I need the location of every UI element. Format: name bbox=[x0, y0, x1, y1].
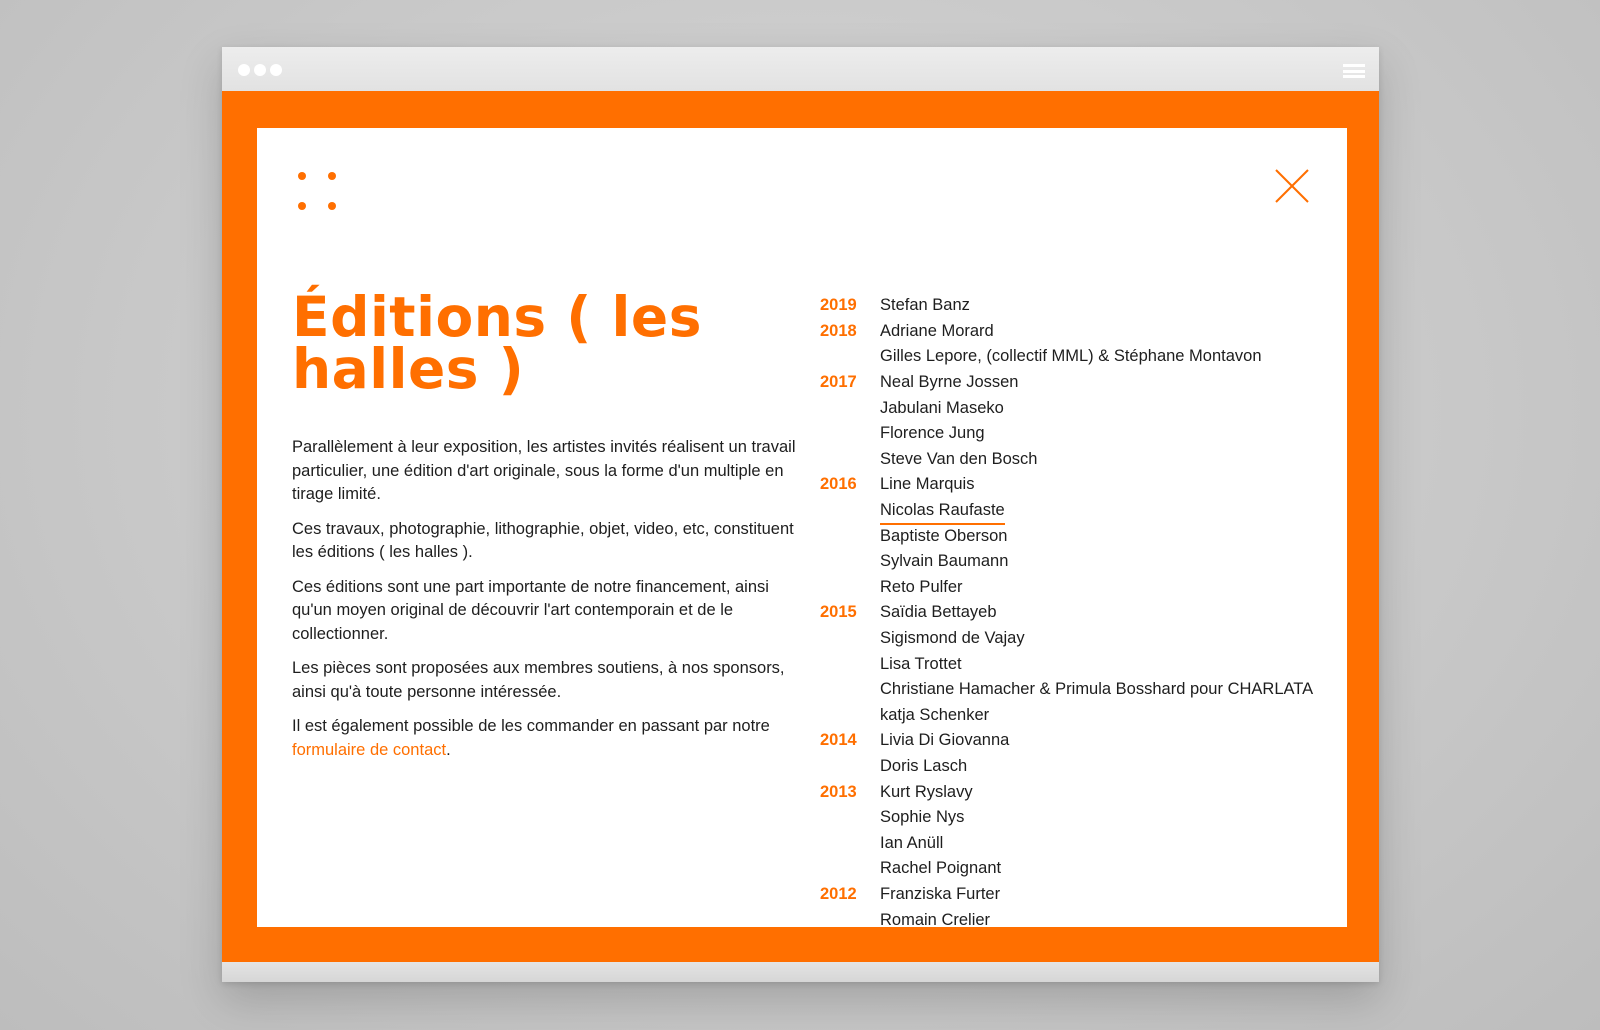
edition-artist-link[interactable]: Reto Pulfer bbox=[880, 577, 963, 596]
edition-row bbox=[820, 293, 1347, 319]
edition-artist-link[interactable]: Stefan Banz bbox=[880, 296, 970, 315]
four-dots-icon[interactable] bbox=[296, 170, 336, 210]
editions-panel bbox=[257, 128, 1347, 927]
edition-artist-link[interactable]: Franziska Furter bbox=[880, 884, 1001, 903]
edition-row bbox=[820, 651, 1347, 677]
intro-paragraph: Ces travaux, photographie, lithographie, objet, video, etc, constituent les éditions ( les halles ). bbox=[292, 519, 794, 561]
window-dot-icon[interactable] bbox=[238, 64, 250, 76]
edition-artist-link[interactable]: Ian Anüll bbox=[880, 833, 944, 852]
edition-year: 2013 bbox=[820, 782, 857, 801]
edition-year: 2014 bbox=[820, 731, 857, 750]
page-title: Éditions ( les halles ) bbox=[292, 285, 702, 401]
edition-artist-link[interactable]: Saïdia Bettayeb bbox=[880, 603, 997, 622]
edition-artist-link[interactable]: katja Schenker bbox=[880, 705, 990, 724]
contact-form-link[interactable]: formulaire de contact bbox=[292, 740, 447, 759]
edition-row bbox=[820, 498, 1347, 524]
edition-artist-link[interactable]: Steve Van den Bosch bbox=[880, 449, 1038, 468]
edition-row bbox=[820, 856, 1347, 882]
edition-artist-link[interactable]: Romain Crelier bbox=[880, 910, 991, 927]
edition-row bbox=[820, 907, 1347, 927]
edition-year: 2019 bbox=[820, 296, 857, 315]
edition-artist-link[interactable]: Sylvain Baumann bbox=[880, 552, 1009, 571]
edition-artist-link[interactable]: Florence Jung bbox=[880, 424, 985, 443]
edition-row bbox=[820, 805, 1347, 831]
edition-row bbox=[820, 728, 1347, 754]
edition-artist-link[interactable]: Adriane Morard bbox=[880, 321, 994, 340]
edition-row bbox=[820, 421, 1347, 447]
edition-row bbox=[820, 830, 1347, 856]
browser-bottombar bbox=[222, 962, 1379, 982]
intro-paragraph: Les pièces sont proposées aux membres soutiens, à nos sponsors, ainsi qu'à toute personne intéressée. bbox=[292, 659, 785, 701]
edition-artist-link[interactable]: Sophie Nys bbox=[880, 808, 965, 827]
edition-artist-link[interactable]: Lisa Trottet bbox=[880, 654, 962, 673]
edition-artist-link[interactable]: Gilles Lepore, (collectif MML) & Stéphane Montavon bbox=[880, 347, 1262, 366]
edition-row bbox=[820, 703, 1347, 729]
edition-artist-link[interactable]: Jabulani Maseko bbox=[880, 398, 1004, 417]
edition-row bbox=[820, 549, 1347, 575]
hamburger-icon[interactable] bbox=[1343, 64, 1365, 78]
edition-year: 2018 bbox=[820, 321, 857, 340]
window-controls bbox=[238, 64, 282, 76]
intro-text-span: Il est également possible de les commander en passant par notre bbox=[292, 717, 770, 735]
edition-row bbox=[820, 779, 1347, 805]
intro-paragraph-contact bbox=[292, 715, 797, 762]
edition-year: 2015 bbox=[820, 603, 857, 622]
edition-row bbox=[820, 319, 1347, 345]
edition-row bbox=[820, 754, 1347, 780]
edition-artist-link[interactable]: Rachel Poignant bbox=[880, 859, 1002, 878]
intro-text bbox=[292, 436, 797, 773]
edition-row bbox=[820, 395, 1347, 421]
intro-text-span: . bbox=[446, 740, 451, 759]
edition-artist-link[interactable]: Line Marquis bbox=[880, 475, 975, 494]
intro-paragraph: Parallèlement à leur exposition, les artistes invités réalisent un travail particulier, une édition d'art originale, sous la forme d'un multiple en tirage limité. bbox=[292, 438, 796, 503]
edition-row bbox=[820, 447, 1347, 473]
intro-paragraph: Ces éditions sont une part importante de notre financement, ainsi qu'un moyen original de découvrir l'art contemporain et de le collectionner. bbox=[292, 577, 769, 643]
edition-row bbox=[820, 370, 1347, 396]
edition-row bbox=[820, 575, 1347, 601]
edition-artist-link[interactable]: Nicolas Raufaste bbox=[880, 501, 1005, 520]
window-dot-icon[interactable] bbox=[270, 64, 282, 76]
edition-artist-link[interactable]: Sigismond de Vajay bbox=[880, 629, 1025, 648]
edition-artist-link[interactable]: Christiane Hamacher & Primula Bosshard pour CHARLATA bbox=[880, 680, 1314, 699]
edition-year: 2012 bbox=[820, 884, 857, 903]
browser-titlebar bbox=[222, 47, 1379, 91]
browser-window bbox=[222, 47, 1379, 982]
edition-row bbox=[820, 677, 1347, 703]
edition-year: 2016 bbox=[820, 475, 857, 494]
edition-row bbox=[820, 600, 1347, 626]
edition-row bbox=[820, 882, 1347, 908]
editions-list bbox=[820, 293, 1347, 927]
edition-artist-link[interactable]: Neal Byrne Jossen bbox=[880, 373, 1019, 392]
edition-artist-link[interactable]: Kurt Ryslavy bbox=[880, 782, 973, 801]
edition-row bbox=[820, 626, 1347, 652]
edition-artist-link[interactable]: Doris Lasch bbox=[880, 756, 968, 775]
close-icon[interactable] bbox=[1274, 168, 1310, 204]
edition-row bbox=[820, 344, 1347, 370]
edition-artist-link[interactable]: Livia Di Giovanna bbox=[880, 731, 1010, 750]
edition-artist-link[interactable]: Baptiste Oberson bbox=[880, 526, 1008, 545]
edition-row bbox=[820, 523, 1347, 549]
edition-row bbox=[820, 472, 1347, 498]
window-dot-icon[interactable] bbox=[254, 64, 266, 76]
edition-year: 2017 bbox=[820, 373, 857, 392]
